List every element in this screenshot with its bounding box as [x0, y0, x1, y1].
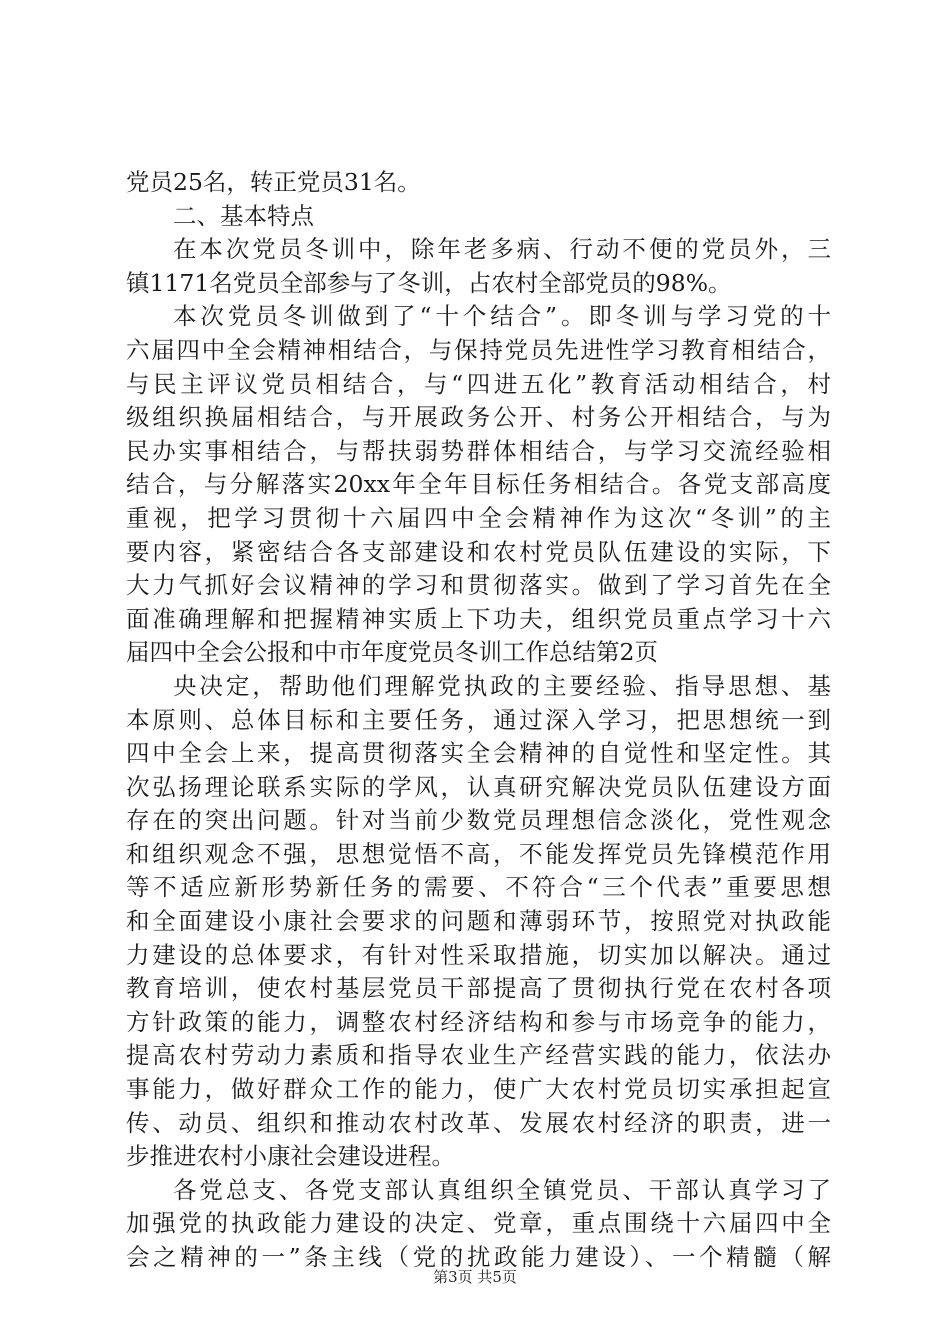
text-line: 和组织观念不强，思想觉悟不高，不能发挥党员先锋模范作用 [126, 839, 831, 868]
document-body [126, 166, 831, 1275]
text-line: 力建设的总体要求，有针对性采取措施，切实加以解决。通过 [126, 940, 831, 969]
text-line: 镇1171名党员全部参与了冬训，占农村全部党员的98%。 [126, 268, 732, 297]
text-line: 与民主评议党员相结合，与“四进五化”教育活动相结合，村 [126, 369, 831, 398]
text-line: 党员25名，转正党员31名。 [126, 168, 421, 196]
text-line: 次弘扬理论联系实际的学风，认真研究解决党员队伍建设方面 [126, 772, 831, 801]
text-line: 事能力，做好群众工作的能力，使广大农村党员切实承担起宣 [126, 1075, 831, 1104]
text-line: 会之精神的一”条主线（党的扰政能力建设）、一个精髓（解 [126, 1243, 831, 1271]
text-line: 方针政策的能力，调整农村经济结构和参与市场竞争的能力， [126, 1007, 831, 1036]
text-line: 民办实事相结合，与帮扶弱势群体相结合，与学习交流经验相 [126, 436, 831, 465]
text-line: 各党总支、各党支部认真组织全镇党员、干部认真学习了 [173, 1175, 831, 1204]
text-line: 等不适应新形势新任务的需要、不符合“三个代表”重要思想 [126, 873, 831, 902]
text-line: 级组织换届相结合，与开展政务公开、村务公开相结合，与为 [126, 403, 831, 432]
text-line: 要内容，紧密结合各支部建设和农村党员队伍建设的实际，下 [126, 537, 831, 566]
text-line: 在本次党员冬训中，除年老多病、行动不便的党员外，三 [173, 235, 831, 264]
text-line: 大力气抓好会议精神的学习和贯彻落实。做到了学习首先在全 [126, 571, 831, 600]
text-line: 四中全会上来，提高贯彻落实全会精神的自觉性和坚定性。其 [126, 739, 831, 768]
text-line: 面准确理解和把握精神实质上下功夫，组织党员重点学习十六 [126, 604, 831, 633]
text-line: 和全面建设小康社会要求的问题和薄弱环节，按照党对执政能 [126, 907, 831, 936]
text-line: 教育培训，使农村基层党员干部提高了贯彻执行党在农村各项 [126, 974, 831, 1003]
text-line: 届四中全会公报和中市年度党员冬训工作总结第2页 [126, 638, 658, 667]
text-line: 加强党的执政能力建设的决定、党章，重点围绕十六届四中全 [126, 1209, 831, 1238]
text-line: 提高农村劳动力素质和指导农业生产经营实践的能力，依法办 [126, 1041, 831, 1070]
text-line: 重视，把学习贯彻十六届四中全会精神作为这次“冬训”的主 [126, 503, 831, 532]
text-line: 步推进农村小康社会建设进程。 [126, 1142, 455, 1171]
text-line: 传、动员、组织和推动农村改革、发展农村经济的职责，进一 [126, 1108, 831, 1137]
text-line: 结合，与分解落实20xx年全年目标任务相结合。各党支部高度 [126, 470, 831, 499]
text-line: 本次党员冬训做到了“十个结合”。即冬训与学习党的十 [173, 302, 831, 331]
text-line: 六届四中全会精神相结合，与保持党员先进性学习教育相结合， [126, 335, 831, 364]
page-footer [0, 1266, 950, 1287]
text-line: 央决定，帮助他们理解党执政的主要经验、指导思想、基 [173, 671, 831, 700]
page-number: 第3页 共5页 [433, 1268, 517, 1286]
text-line: 本原则、总体目标和主要任务，通过深入学习，把思想统一到 [126, 705, 831, 734]
text-line: 存在的突出问题。针对当前少数党员理想信念淡化，党性观念 [126, 806, 831, 835]
section-heading: 二、基本特点 [173, 201, 314, 230]
